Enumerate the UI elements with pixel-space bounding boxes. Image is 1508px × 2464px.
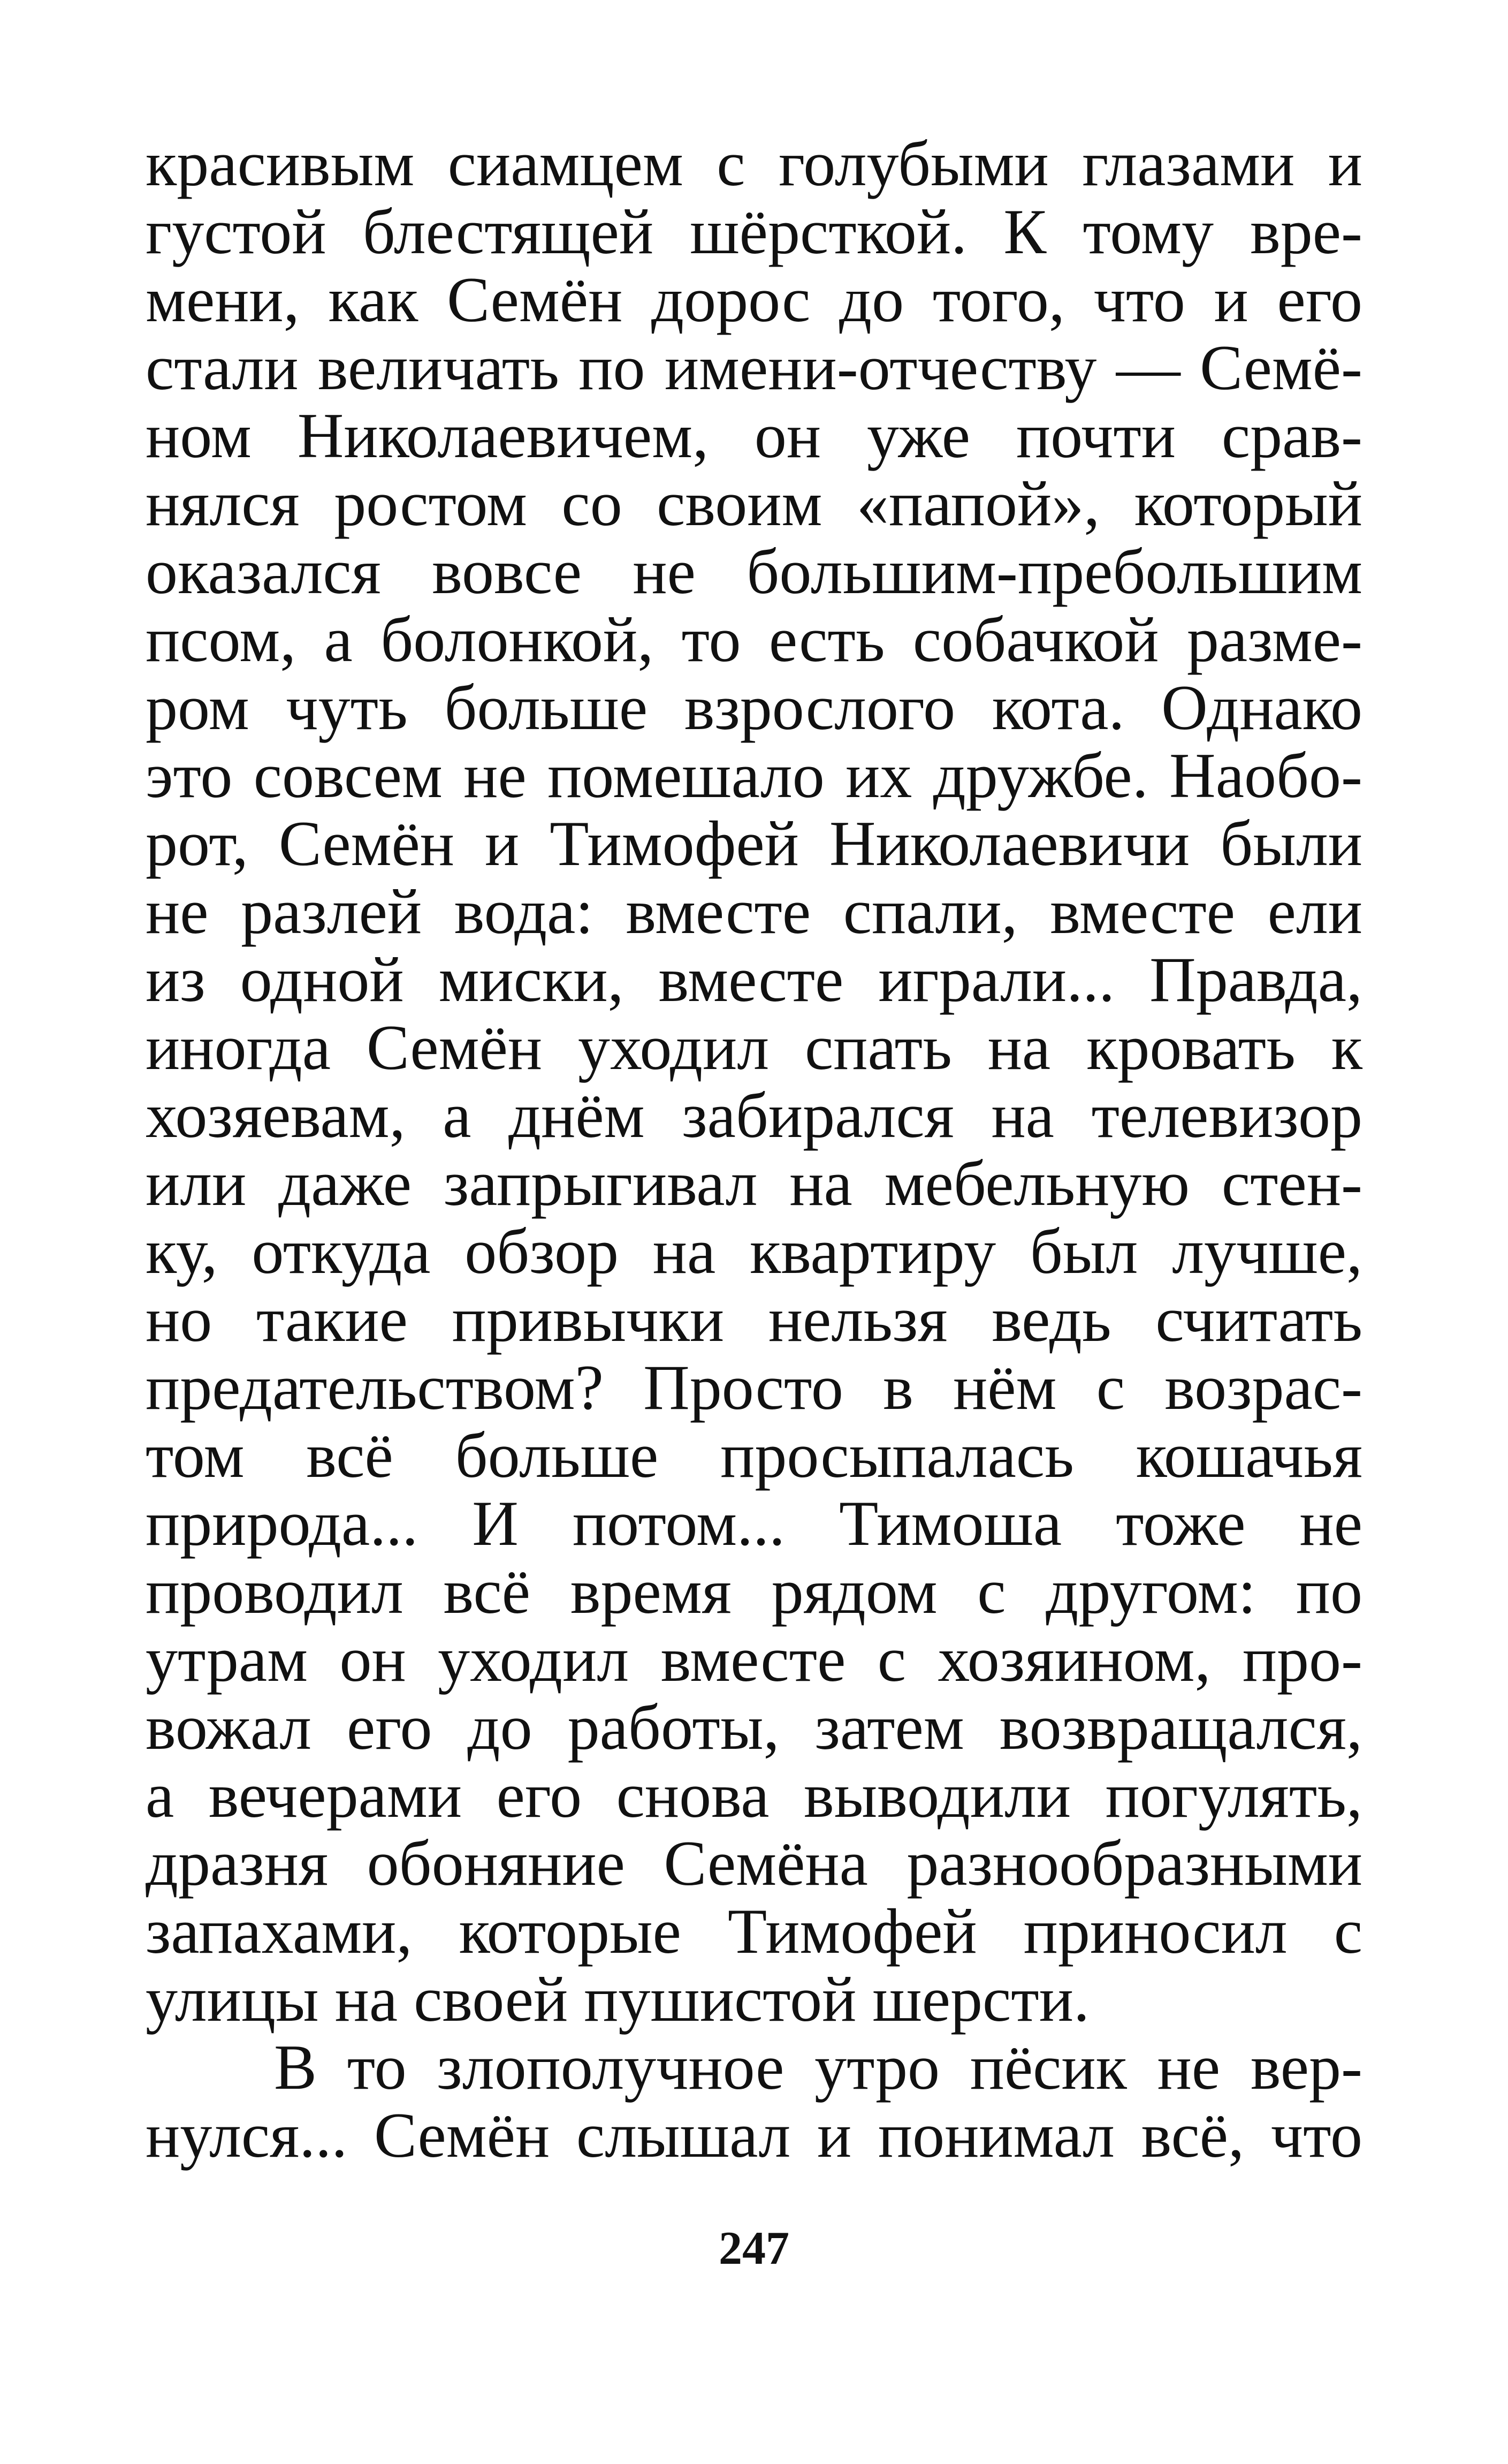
page-number: 247 bbox=[719, 2223, 789, 2275]
text-line-26: дразня обоняние Семёна разнообразными bbox=[146, 1828, 1362, 1899]
text-line-1: красивым сиамцем с голубыми глазами и bbox=[146, 128, 1362, 199]
text-line-11: рот, Семён и Тимофей Николаевичи были bbox=[146, 808, 1362, 879]
text-line-27: запахами, которые Тимофей приносил с bbox=[146, 1896, 1362, 1967]
text-line-16: или даже запрыгивал на мебельную стен- bbox=[146, 1148, 1362, 1219]
text-line-10: это совсем не помешало их дружбе. Наобо- bbox=[146, 740, 1362, 811]
text-line-12: не разлей вода: вместе спали, вместе ели bbox=[146, 876, 1362, 947]
text-line-28: улицы на своей пушистой шерсти. bbox=[146, 1963, 1090, 2035]
text-line-24: вожал его до работы, затем возвращался, bbox=[146, 1692, 1362, 1763]
text-line-19: предательством? Просто в нём с возрас- bbox=[146, 1352, 1362, 1423]
text-line-17: ку, откуда обзор на квартиру был лучше, bbox=[146, 1216, 1362, 1287]
text-line-4: стали величать по имени-отчеству — Семё- bbox=[146, 332, 1362, 403]
text-line-29: В то злополучное утро пёсик не вер- bbox=[274, 2031, 1362, 2103]
text-line-2: густой блестящей шёрсткой. К тому вре- bbox=[146, 196, 1362, 267]
text-line-21: природа... И потом... Тимоша тоже не bbox=[146, 1488, 1362, 1559]
text-line-23: утрам он уходил вместе с хозяином, про- bbox=[146, 1624, 1362, 1695]
text-line-20: том всё больше просыпалась кошачья bbox=[146, 1420, 1362, 1491]
body-text bbox=[146, 130, 1362, 2169]
text-line-7: оказался вовсе не большим-пребольшим bbox=[146, 536, 1362, 607]
text-line-8: псом, а болонкой, то есть собачкой разме- bbox=[146, 604, 1362, 675]
text-line-13: из одной миски, вместе играли... Правда, bbox=[146, 944, 1362, 1015]
text-line-9: ром чуть больше взрослого кота. Однако bbox=[146, 672, 1362, 743]
text-line-14: иногда Семён уходил спать на кровать к bbox=[146, 1012, 1362, 1083]
text-line-22: проводил всё время рядом с другом: по bbox=[146, 1556, 1362, 1627]
text-line-15: хозяевам, а днём забирался на телевизор bbox=[146, 1080, 1362, 1151]
text-line-5: ном Николаевичем, он уже почти срав- bbox=[146, 400, 1362, 471]
text-line-25: а вечерами его снова выводили погулять, bbox=[146, 1760, 1362, 1831]
text-line-18: но такие привычки нельзя ведь считать bbox=[146, 1284, 1362, 1355]
text-line-6: нялся ростом со своим «папой», который bbox=[146, 468, 1362, 539]
text-line-30: нулся... Семён слышал и понимал всё, что bbox=[146, 2099, 1362, 2171]
text-line-3: мени, как Семён дорос до того, что и его bbox=[146, 264, 1362, 335]
